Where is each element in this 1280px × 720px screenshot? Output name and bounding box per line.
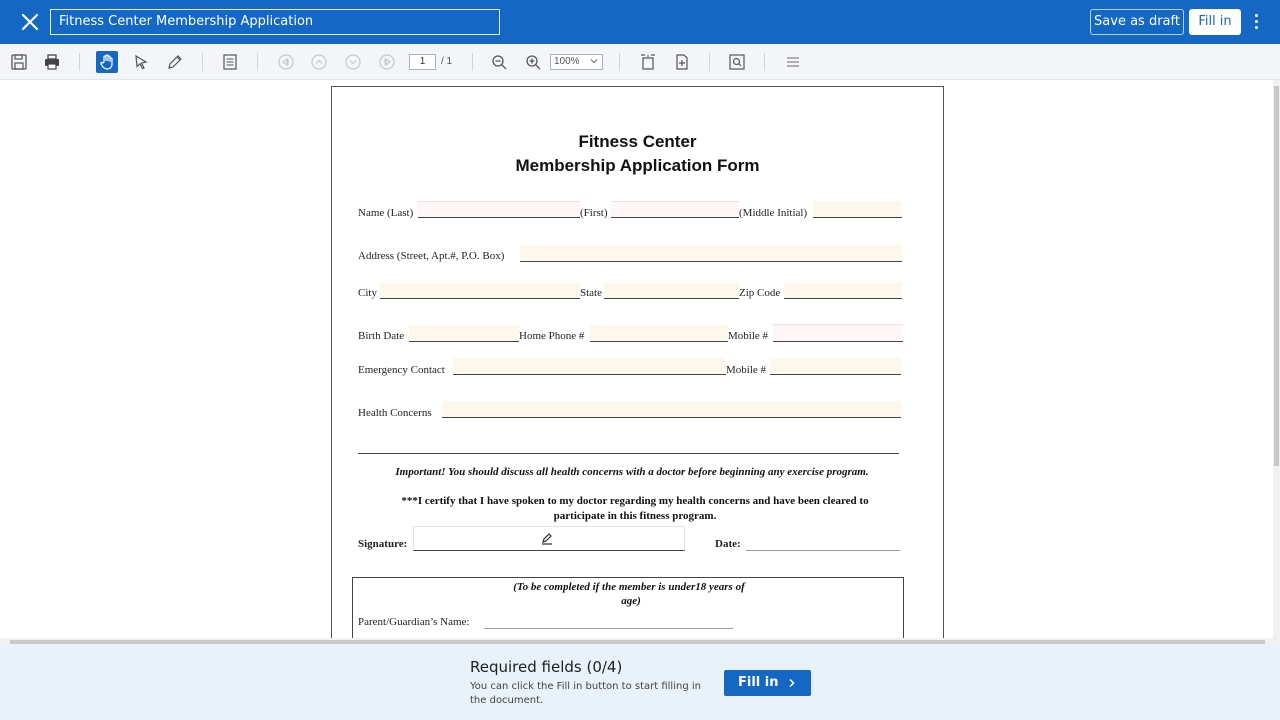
toolbar-separator — [202, 53, 203, 71]
field-health-concerns[interactable] — [442, 401, 901, 418]
fill-in-button-top[interactable]: Fill in — [1189, 9, 1241, 35]
label-emergency-contact: Emergency Contact — [358, 364, 445, 376]
label-first: (First) — [580, 207, 608, 219]
label-birth-date: Birth Date — [358, 330, 405, 342]
chevron-down-icon — [590, 57, 598, 65]
field-emergency-contact[interactable] — [453, 358, 726, 375]
label-city: City — [358, 287, 377, 299]
print-icon[interactable] — [41, 51, 63, 73]
required-fields-banner — [0, 646, 1280, 720]
page-total: / 1 — [441, 56, 453, 67]
toolbar-separator — [472, 53, 473, 71]
field-parent-name[interactable] — [484, 628, 733, 629]
field-home-phone[interactable] — [590, 325, 728, 342]
more-options-icon[interactable] — [1248, 11, 1264, 33]
search-icon[interactable] — [726, 51, 748, 73]
previous-page-icon[interactable] — [308, 51, 330, 73]
form-icon[interactable] — [219, 51, 241, 73]
label-date: Date: — [715, 538, 741, 550]
top-bar — [0, 0, 1280, 44]
page-number-input[interactable]: 1 — [409, 54, 436, 70]
form-subtitle: Membership Application Form — [515, 156, 760, 175]
fill-in-button-label: Fill in — [737, 675, 779, 690]
next-page-icon[interactable] — [342, 51, 364, 73]
required-fields-title: Required fields (0/4) — [470, 658, 623, 676]
zoom-select[interactable] — [550, 54, 603, 70]
field-first-name[interactable] — [611, 201, 739, 218]
toolbar-separator — [709, 53, 710, 71]
field-address[interactable] — [520, 245, 902, 262]
close-icon[interactable] — [18, 10, 42, 34]
toolbar-separator — [619, 53, 620, 71]
select-tool-icon[interactable] — [130, 51, 152, 73]
signature-field[interactable] — [413, 526, 685, 551]
label-middle-initial: (Middle Initial) — [739, 207, 808, 219]
label-name-last: Name (Last) — [358, 207, 414, 219]
field-date[interactable] — [746, 550, 900, 551]
zoom-in-icon[interactable] — [522, 51, 544, 73]
vertical-scroll-thumb[interactable] — [1274, 86, 1279, 466]
hand-tool-icon[interactable] — [96, 51, 118, 73]
field-middle-initial[interactable] — [813, 201, 902, 218]
document-viewer — [0, 80, 1280, 640]
field-state[interactable] — [604, 282, 739, 299]
certify-line-1: ***I certify that I have spoken to my doctor regarding my health concerns and have been cleared to — [401, 495, 869, 507]
field-last-name[interactable] — [418, 201, 580, 218]
toolbar-separator — [764, 53, 765, 71]
minor-note-line-2: age) — [621, 595, 641, 607]
required-fields-subtitle: You can click the Fill in button to start filling in the document. — [470, 681, 701, 706]
certify-line-2: participate in this fitness program. — [553, 510, 717, 522]
fit-page-icon[interactable] — [637, 51, 659, 73]
label-mobile-emergency: Mobile # — [726, 364, 767, 376]
label-health-concerns: Health Concerns — [358, 407, 432, 419]
field-zip[interactable] — [784, 282, 902, 299]
form-title: Fitness Center — [578, 132, 697, 151]
field-city[interactable] — [380, 282, 580, 299]
zoom-out-icon[interactable] — [488, 51, 510, 73]
horizontal-scrollbar[interactable] — [0, 638, 1280, 646]
label-signature: Signature: — [358, 538, 408, 550]
document-title-field[interactable]: Fitness Center Membership Application — [50, 9, 500, 35]
toolbar — [0, 44, 1280, 80]
first-page-icon[interactable] — [275, 51, 297, 73]
insert-page-icon[interactable] — [671, 51, 693, 73]
chevron-right-icon — [787, 678, 797, 688]
save-icon[interactable] — [8, 51, 30, 73]
label-state: State — [580, 287, 602, 299]
label-home-phone: Home Phone # — [519, 330, 585, 342]
document-page — [331, 86, 944, 640]
toolbar-separator — [79, 53, 80, 71]
toolbar-separator — [257, 53, 258, 71]
minor-section-box — [352, 577, 904, 640]
label-parent-name: Parent/Guardian’s Name: — [358, 616, 470, 628]
label-zip: Zip Code — [739, 287, 781, 299]
vertical-scrollbar[interactable] — [1273, 80, 1280, 640]
important-note: Important! You should discuss all health concerns with a doctor before beginning any exercise program. — [395, 466, 869, 478]
edit-icon[interactable] — [164, 51, 186, 73]
last-page-icon[interactable] — [376, 51, 398, 73]
label-address: Address (Street, Apt.#, P.O. Box) — [358, 250, 505, 262]
zoom-value: 100% — [554, 56, 580, 67]
signature-pen-icon — [540, 531, 554, 545]
save-as-draft-button[interactable]: Save as draft — [1090, 9, 1184, 35]
horizontal-scroll-thumb[interactable] — [10, 640, 1265, 644]
health-concerns-line — [358, 453, 899, 454]
fill-in-button-bottom[interactable] — [724, 670, 811, 696]
field-emergency-mobile[interactable] — [770, 358, 901, 375]
field-mobile[interactable] — [773, 324, 903, 342]
menu-icon[interactable] — [782, 51, 804, 73]
field-birth-date[interactable] — [409, 325, 519, 342]
label-mobile: Mobile # — [728, 330, 769, 342]
minor-note-line-1: (To be completed if the member is under18 years of — [513, 581, 745, 593]
